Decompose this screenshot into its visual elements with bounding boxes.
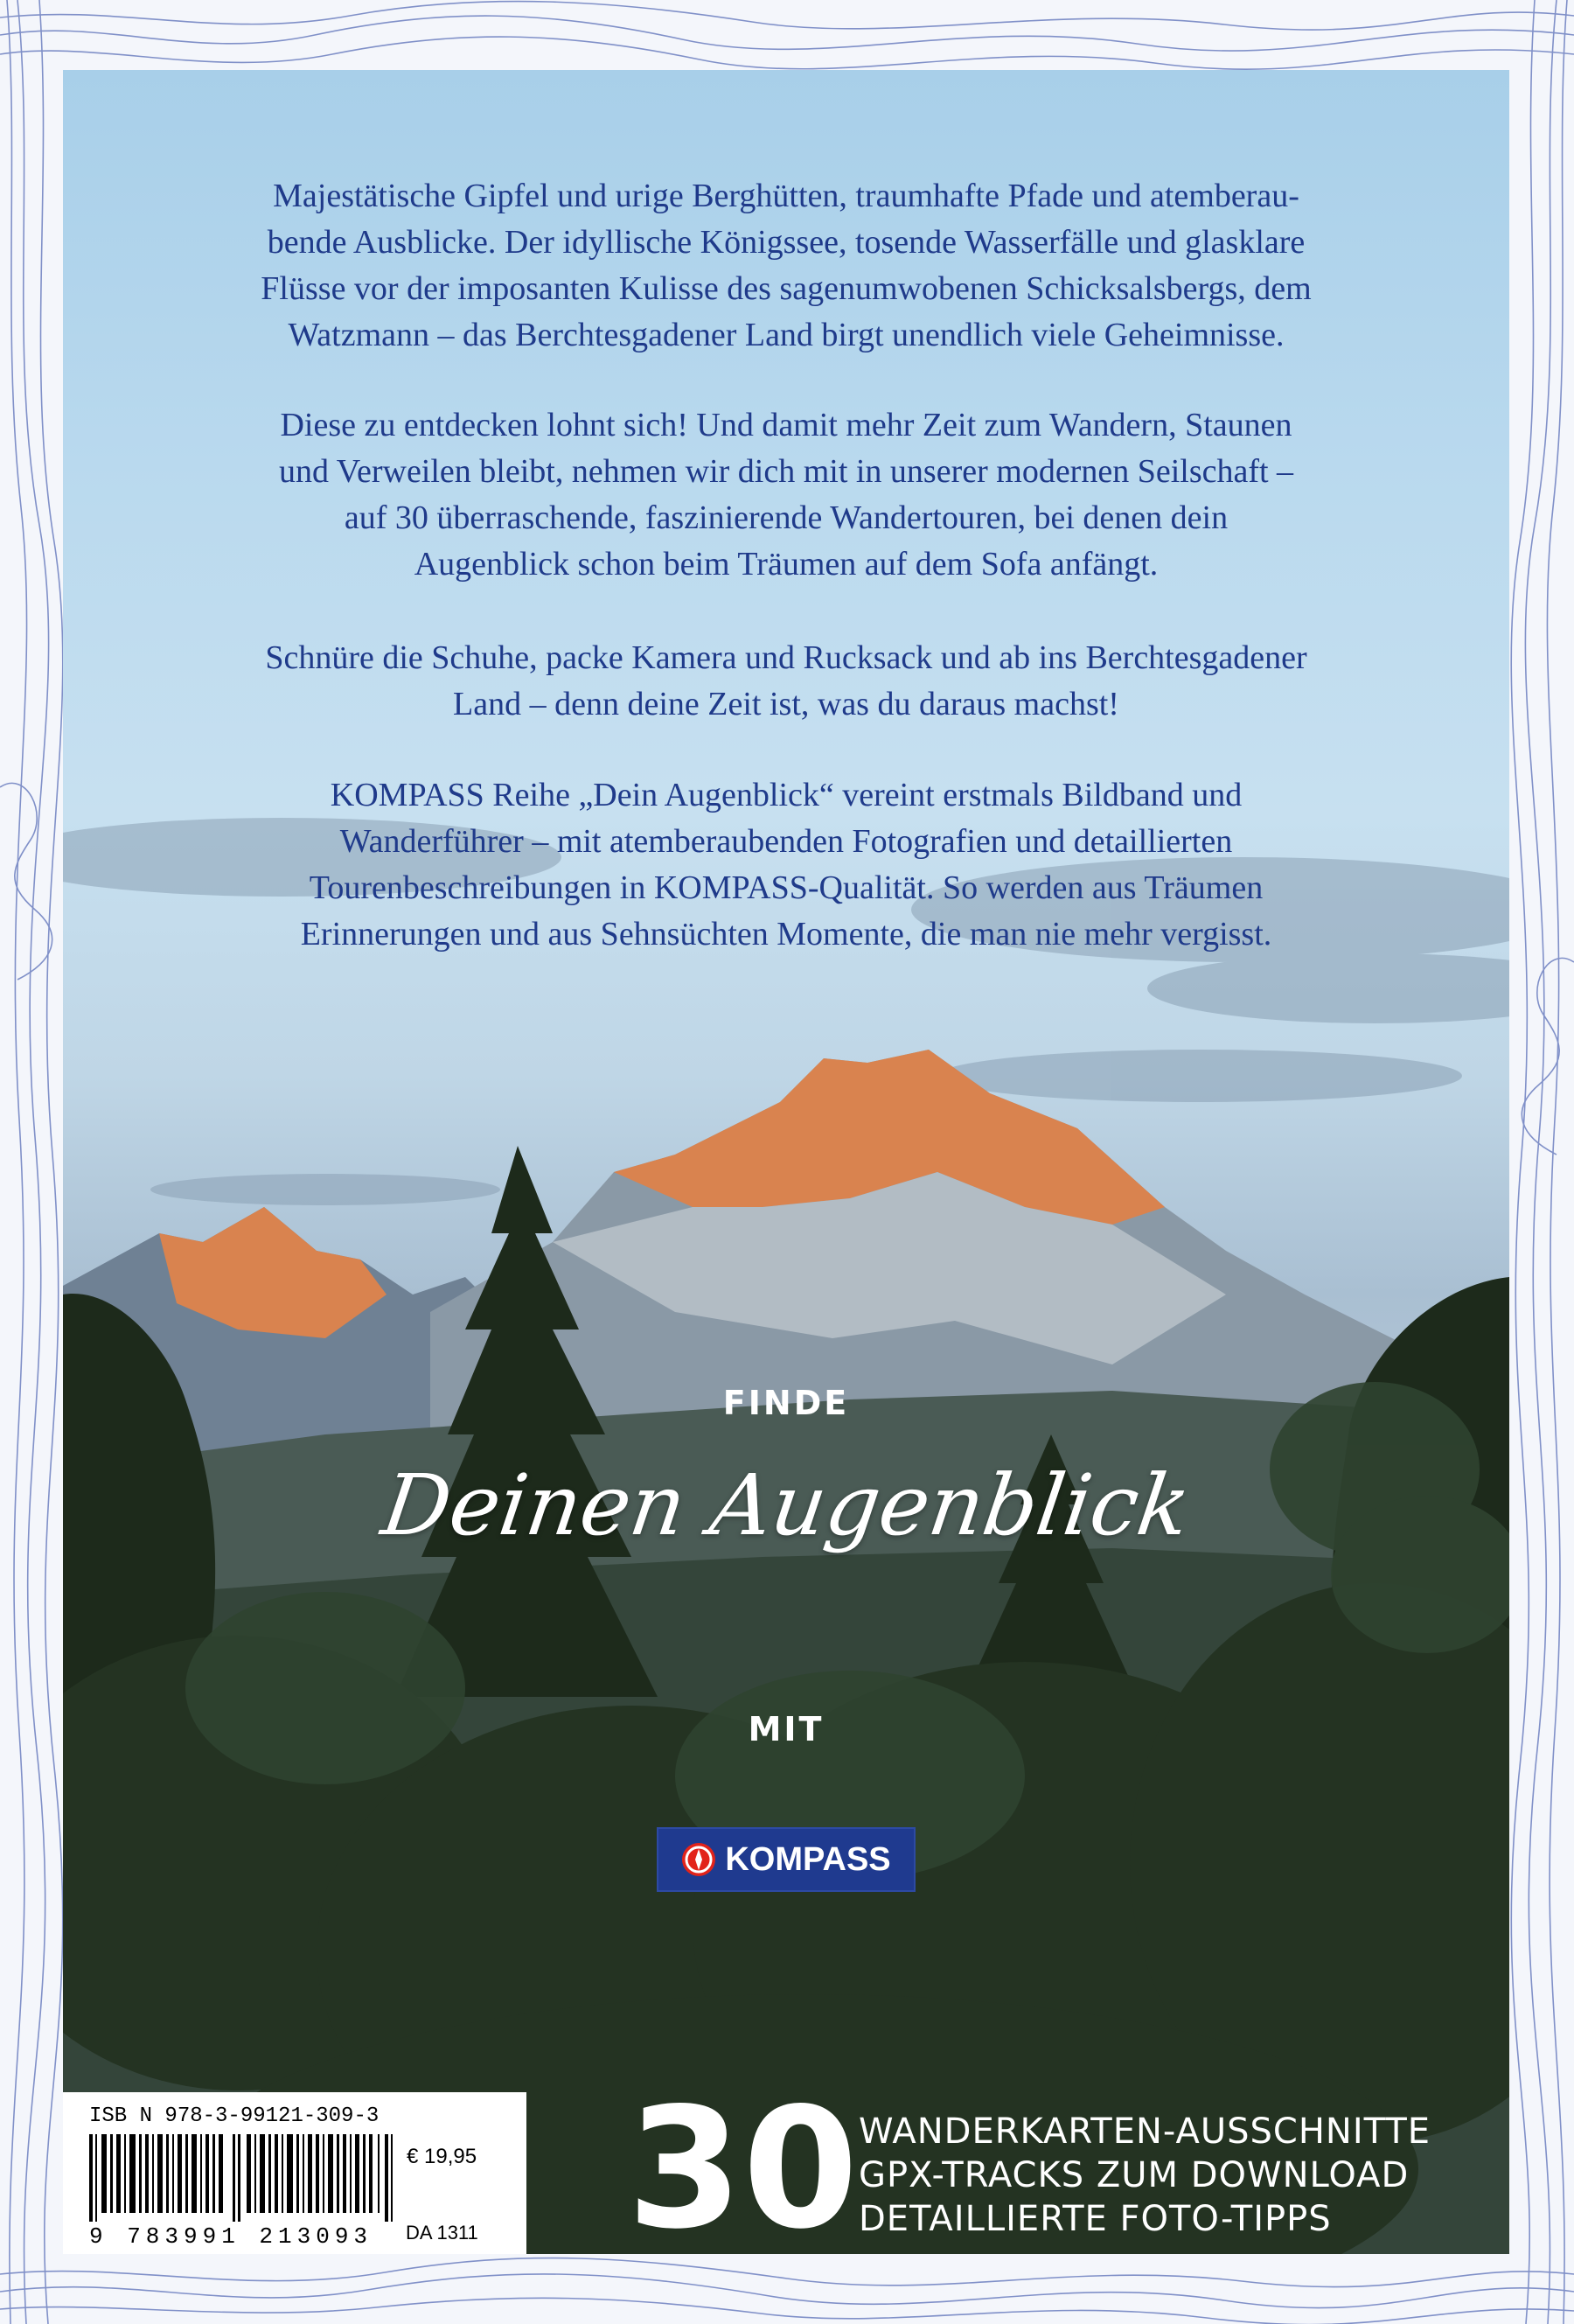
blurb-paragraph-2 <box>63 402 1509 588</box>
feature-item: WANDERKARTEN-AUSSCHNITTE <box>859 2111 1431 2152</box>
blurb-line: Tourenbeschreibungen in KOMPASS-Qualität. So werden aus Träumen <box>309 869 1264 906</box>
product-code: DA 1311 <box>406 2222 478 2244</box>
blurb-line: und Verweilen bleibt, nehmen wir dich mit in unserer modernen Seilschaft – <box>278 453 1294 490</box>
cover-photo-panel <box>63 70 1509 2254</box>
blurb-line: Erinnerungen und aus Sehnsüchten Momente, die man nie mehr vergisst. <box>300 916 1272 953</box>
cta-finde: FINDE <box>722 1384 850 1422</box>
price: € 19,95 <box>407 2145 477 2168</box>
feature-count: 30 <box>627 2072 859 2254</box>
kompass-logo <box>657 1827 916 1892</box>
feature-list <box>859 2110 1431 2241</box>
blurb-line: bende Ausblicke. Der idyllische Königssee, tosende Wasserfälle und glasklare <box>267 224 1306 261</box>
compass-icon <box>681 1842 716 1877</box>
blurb-paragraph-3 <box>63 635 1509 728</box>
blurb-line: Diese zu entdecken lohnt sich! Und damit mehr Zeit zum Wandern, Staunen <box>280 407 1292 443</box>
feature-item: DETAILLIERTE FOTO-TIPPS <box>859 2199 1332 2239</box>
blurb-line: Majestätische Gipfel und urige Berghütten, traumhafte Pfade und atemberau- <box>273 178 1299 214</box>
blurb-line: Land – denn deine Zeit ist, was du daraus machst! <box>453 686 1119 722</box>
blurb-line: Flüsse vor der imposanten Kulisse des sagenumwobenen Schicksalsbergs, dem <box>261 270 1312 307</box>
blurb-line: Wanderführer – mit atemberaubenden Fotografien und detaillierten <box>339 823 1233 860</box>
blurb-line: auf 30 überraschende, faszinierende Wandertouren, bei denen dein <box>344 499 1229 536</box>
blurb-line: KOMPASS Reihe „Dein Augenblick“ vereint erstmals Bildband und <box>330 777 1243 813</box>
isbn-barcode <box>63 2092 526 2254</box>
blurb-line: Schnüre die Schuhe, packe Kamera und Rucksack und ab ins Berchtesgadener <box>265 639 1307 676</box>
blurb-line: Watzmann – das Berchtesgadener Land birgt unendlich viele Geheimnisse. <box>288 317 1285 353</box>
blurb-paragraph-1 <box>63 173 1509 359</box>
cta-mit: MIT <box>748 1710 825 1748</box>
blurb-line: Augenblick schon beim Träumen auf dem Sofa anfängt. <box>414 546 1159 583</box>
blurb-paragraph-4 <box>63 772 1509 958</box>
cta-script-heading: Deinen Augenblick <box>376 1456 1196 1554</box>
isbn-label: ISB N 978-3-99121-309-3 <box>89 2104 380 2128</box>
feature-item: GPX-TRACKS ZUM DOWNLOAD <box>859 2155 1410 2195</box>
ean-digits: 9 783991 213093 <box>89 2223 373 2250</box>
barcode-bars <box>89 2134 395 2222</box>
mountain-landscape-photo <box>63 70 1509 2254</box>
brand-name: KOMPASS <box>725 1840 891 1878</box>
